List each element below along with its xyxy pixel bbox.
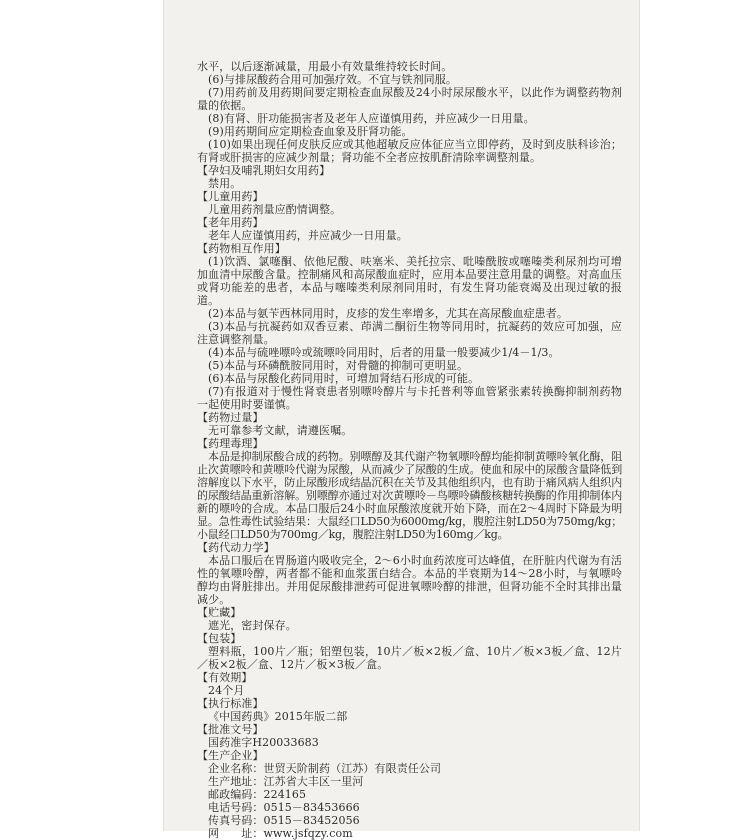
pregnancy-body: 禁用。 — [208, 177, 242, 190]
heading-overdose: 【药物过量】 — [197, 411, 264, 424]
adverse-item-9: (9)用药期间应定期检查血象及肝肾功能。 — [208, 125, 413, 138]
manufacturer-postcode: 邮政编码：224165 — [208, 788, 307, 801]
interaction-item-6: (6)本品与尿酸化药同用时，可增加肾结石形成的可能。 — [208, 372, 480, 385]
interaction-item-4: (4)本品与硫唑嘌呤或巯嘌呤同用时，后者的用量一般要减少1/4－1/3。 — [208, 346, 560, 359]
heading-interactions: 【药物相互作用】 — [197, 242, 286, 255]
standard-body: 《中国药典》2015年版二部 — [208, 710, 348, 723]
adverse-reaction-continued: 水平，以后逐渐减量，用最小有效量维持较长时间。 — [197, 60, 453, 73]
children-body: 儿童用药剂量应酌情调整。 — [208, 203, 342, 216]
manufacturer-address: 生产地址：江苏省大丰区一里河 — [208, 775, 364, 788]
pharmacokinetics-body: 本品口服后在胃肠道内吸收完全，2～6小时血药浓度可达峰值，在肝脏内代谢为有活性的氧嘌呤醇，两者都不能和血浆蛋白结合。本品的半衰期为14～28小时，与氧嘌呤醇均由肾脏排出。并用促尿酸排泄药可促进氧嘌呤醇的排泄，但肾功能不全时其排出量减少。 — [197, 554, 622, 606]
overdose-body: 无可靠参考文献，请遵医嘱。 — [208, 424, 353, 437]
heading-pharmacology: 【药理毒理】 — [197, 437, 264, 450]
adverse-item-8: (8)有肾、肝功能损害者及老年人应谨慎用药，并应减少一日用量。 — [208, 112, 535, 125]
heading-storage: 【贮藏】 — [197, 606, 242, 619]
elderly-body: 老年人应谨慎用药，并应减少一日用量。 — [208, 229, 408, 242]
manufacturer-website: 网 址：www.jsfqzy.com — [208, 827, 353, 840]
validity-body: 24个月 — [208, 684, 245, 697]
insert-content — [197, 60, 622, 840]
package-body: 塑料瓶，100片／瓶；铝塑包装，10片／板×2板／盒、10片／板×3板／盒、12片／板×2板／盒、12片／板×3板／盒。 — [197, 645, 622, 671]
approval-body: 国药准字H20033683 — [208, 736, 319, 749]
heading-elderly: 【老年用药】 — [197, 216, 264, 229]
manufacturer-fax: 传真号码：0515－83452056 — [208, 814, 360, 827]
interaction-item-1: (1)饮酒、氯噻酮、依他尼酸、呋塞米、美托拉宗、吡嗪酰胺或噻嗪类利尿剂均可增加血清中尿酸含量。控制痛风和高尿酸血症时，应用本品要注意用量的调整。对高血压或肾功能差的患者，本品与噻嗪类利尿剂同用时，有发生肾功能衰竭及出现过敏的报道。 — [197, 255, 622, 307]
heading-children: 【儿童用药】 — [197, 190, 264, 203]
heading-standard: 【执行标准】 — [197, 697, 264, 710]
pharmacology-body: 本品是抑制尿酸合成的药物。别嘌醇及其代谢产物氧嘌呤醇均能抑制黄嘌呤氧化酶，阻止次黄嘌呤和黄嘌呤代谢为尿酸，从而减少了尿酸的生成。使血和尿中的尿酸含量降低到溶解度以下水平，防止尿酸形成结晶沉积在关节及其他组织内，也有助于痛风病人组织内的尿酸结晶重新溶解。别嘌醇亦通过对次黄嘌呤－鸟嘌呤磷酸核糖转换酶的作用抑制体内新的嘌呤的合成。本品口服后24小时血尿酸浓度就开始下降，而在2～4周时下降最为明显。急性毒性试验结果：大鼠经口LD50为6000mg/kg，腹腔注射LD50为750mg/kg；小鼠经口LD50为700mg／kg，腹腔注射LD50为160mg／kg。 — [197, 450, 622, 541]
storage-body: 遮光，密封保存。 — [208, 619, 297, 632]
adverse-item-7: (7)用药前及用药期间要定期检查血尿酸及24小时尿尿酸水平，以此作为调整药物剂量的依据。 — [197, 86, 622, 112]
heading-approval: 【批准文号】 — [197, 723, 264, 736]
interaction-item-7: (7)有报道对于慢性肾衰患者别嘌呤醇片与卡托普利等血管紧张素转换酶抑制剂药物一起使用时要谨慎。 — [197, 385, 622, 411]
manufacturer-phone: 电话号码：0515－83453666 — [208, 801, 360, 814]
interaction-item-2: (2)本品与氨苄西林同用时，皮疹的发生率增多，尤其在高尿酸血症患者。 — [208, 307, 568, 320]
heading-validity: 【有效期】 — [197, 671, 253, 684]
interaction-item-3: (3)本品与抗凝药如双香豆素、茚满二酮衍生物等同用时，抗凝药的效应可加强，应注意调整剂量。 — [197, 320, 622, 346]
heading-pharmacokinetics: 【药代动力学】 — [197, 541, 275, 554]
heading-package: 【包装】 — [197, 632, 242, 645]
adverse-item-10: (10)如果出现任何皮肤反应或其他超敏反应体征应当立即停药，及时到皮肤科诊治；有肾或肝损害的应减少剂量；肾功能不全者应按肌酐清除率调整剂量。 — [197, 138, 622, 164]
heading-pregnancy: 【孕妇及哺乳期妇女用药】 — [197, 164, 331, 177]
interaction-item-5: (5)本品与环磷酰胺同用时，对骨髓的抑制可更明显。 — [208, 359, 469, 372]
heading-manufacturer: 【生产企业】 — [197, 749, 264, 762]
adverse-item-6: (6)与排尿酸药合用可加强疗效。不宜与铁剂同服。 — [208, 73, 457, 86]
manufacturer-name: 企业名称：世贸天阶制药（江苏）有限责任公司 — [208, 762, 442, 775]
